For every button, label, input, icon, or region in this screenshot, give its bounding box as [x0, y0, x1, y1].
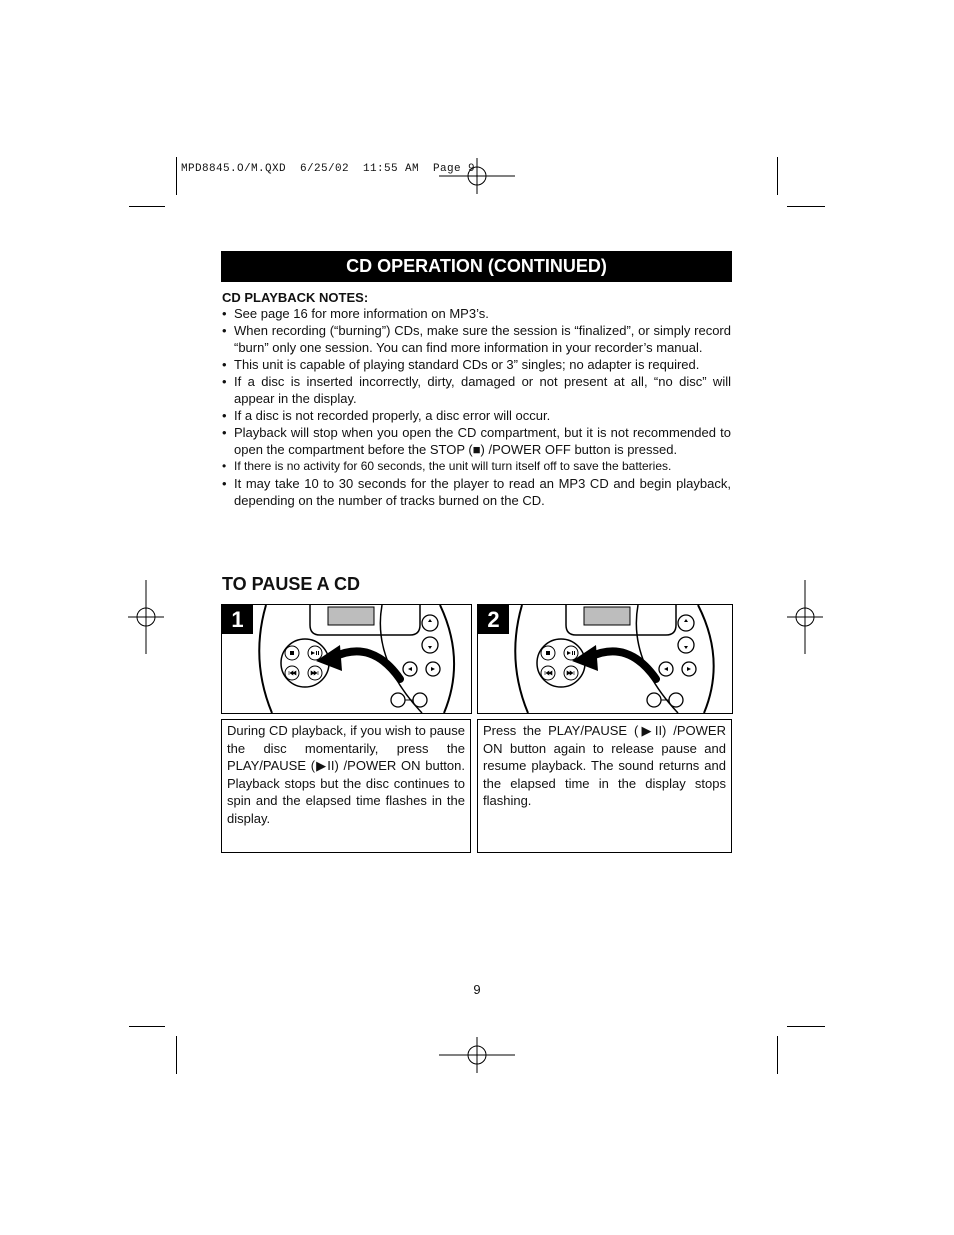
- registration-mark-right: [785, 578, 825, 656]
- registration-mark-left: [126, 578, 166, 656]
- list-item: • Playback will stop when you open the CD compartment, but it is not recommended to open the compartment before the STOP (■) /POWER OFF button is pressed.: [222, 424, 731, 458]
- step-2-text: Press the PLAY/PAUSE (▶II) /POWER ON button again to release pause and resume playback. The sound returns and the elapsed time in the display stops flashing.: [477, 719, 732, 853]
- player-illustration: [222, 605, 471, 713]
- section-title: TO PAUSE A CD: [222, 574, 361, 594]
- list-item: • When recording (“burning”) CDs, make sure the session is “finalized”, or simply record “burn” only one session. You can find more information in your recorder’s manual.: [222, 322, 731, 356]
- list-item: • See page 16 for more information on MP3’s.: [222, 305, 731, 322]
- step-number: 1: [222, 605, 253, 634]
- step-number: 2: [478, 605, 509, 634]
- step-1-text: During CD playback, if you wish to pause the disc momentarily, press the PLAY/PAUSE (▶II) /POWER ON button. Playback stops but the disc continues to spin and the elapsed time flashes in the display.: [221, 719, 471, 853]
- list-item: • If a disc is not recorded properly, a disc error will occur.: [222, 407, 731, 424]
- registration-mark-top: [437, 156, 517, 196]
- section-banner: CD OPERATION (CONTINUED): [221, 251, 732, 282]
- step-2-illustration: [477, 604, 733, 714]
- list-item: • If there is no activity for 60 seconds, the unit will turn itself off to save the batteries.: [222, 458, 731, 475]
- slug-line: MPD8845.O/M.QXD 6/25/02 11:55 AM Page 9: [181, 163, 476, 175]
- notes-heading: CD PLAYBACK NOTES:: [222, 290, 369, 305]
- step-1-illustration: [221, 604, 472, 714]
- notes-list: [222, 305, 731, 509]
- player-illustration: [478, 605, 732, 713]
- list-item: • This unit is capable of playing standard CDs or 3” singles; no adapter is required.: [222, 356, 731, 373]
- registration-mark-bottom: [437, 1035, 517, 1075]
- page-number: 9: [473, 982, 481, 997]
- list-item: • If a disc is inserted incorrectly, dirty, damaged or not present at all, “no disc” will appear in the display.: [222, 373, 731, 407]
- list-item: • It may take 10 to 30 seconds for the player to read an MP3 CD and begin playback, depending on the number of tracks burned on the CD.: [222, 475, 731, 509]
